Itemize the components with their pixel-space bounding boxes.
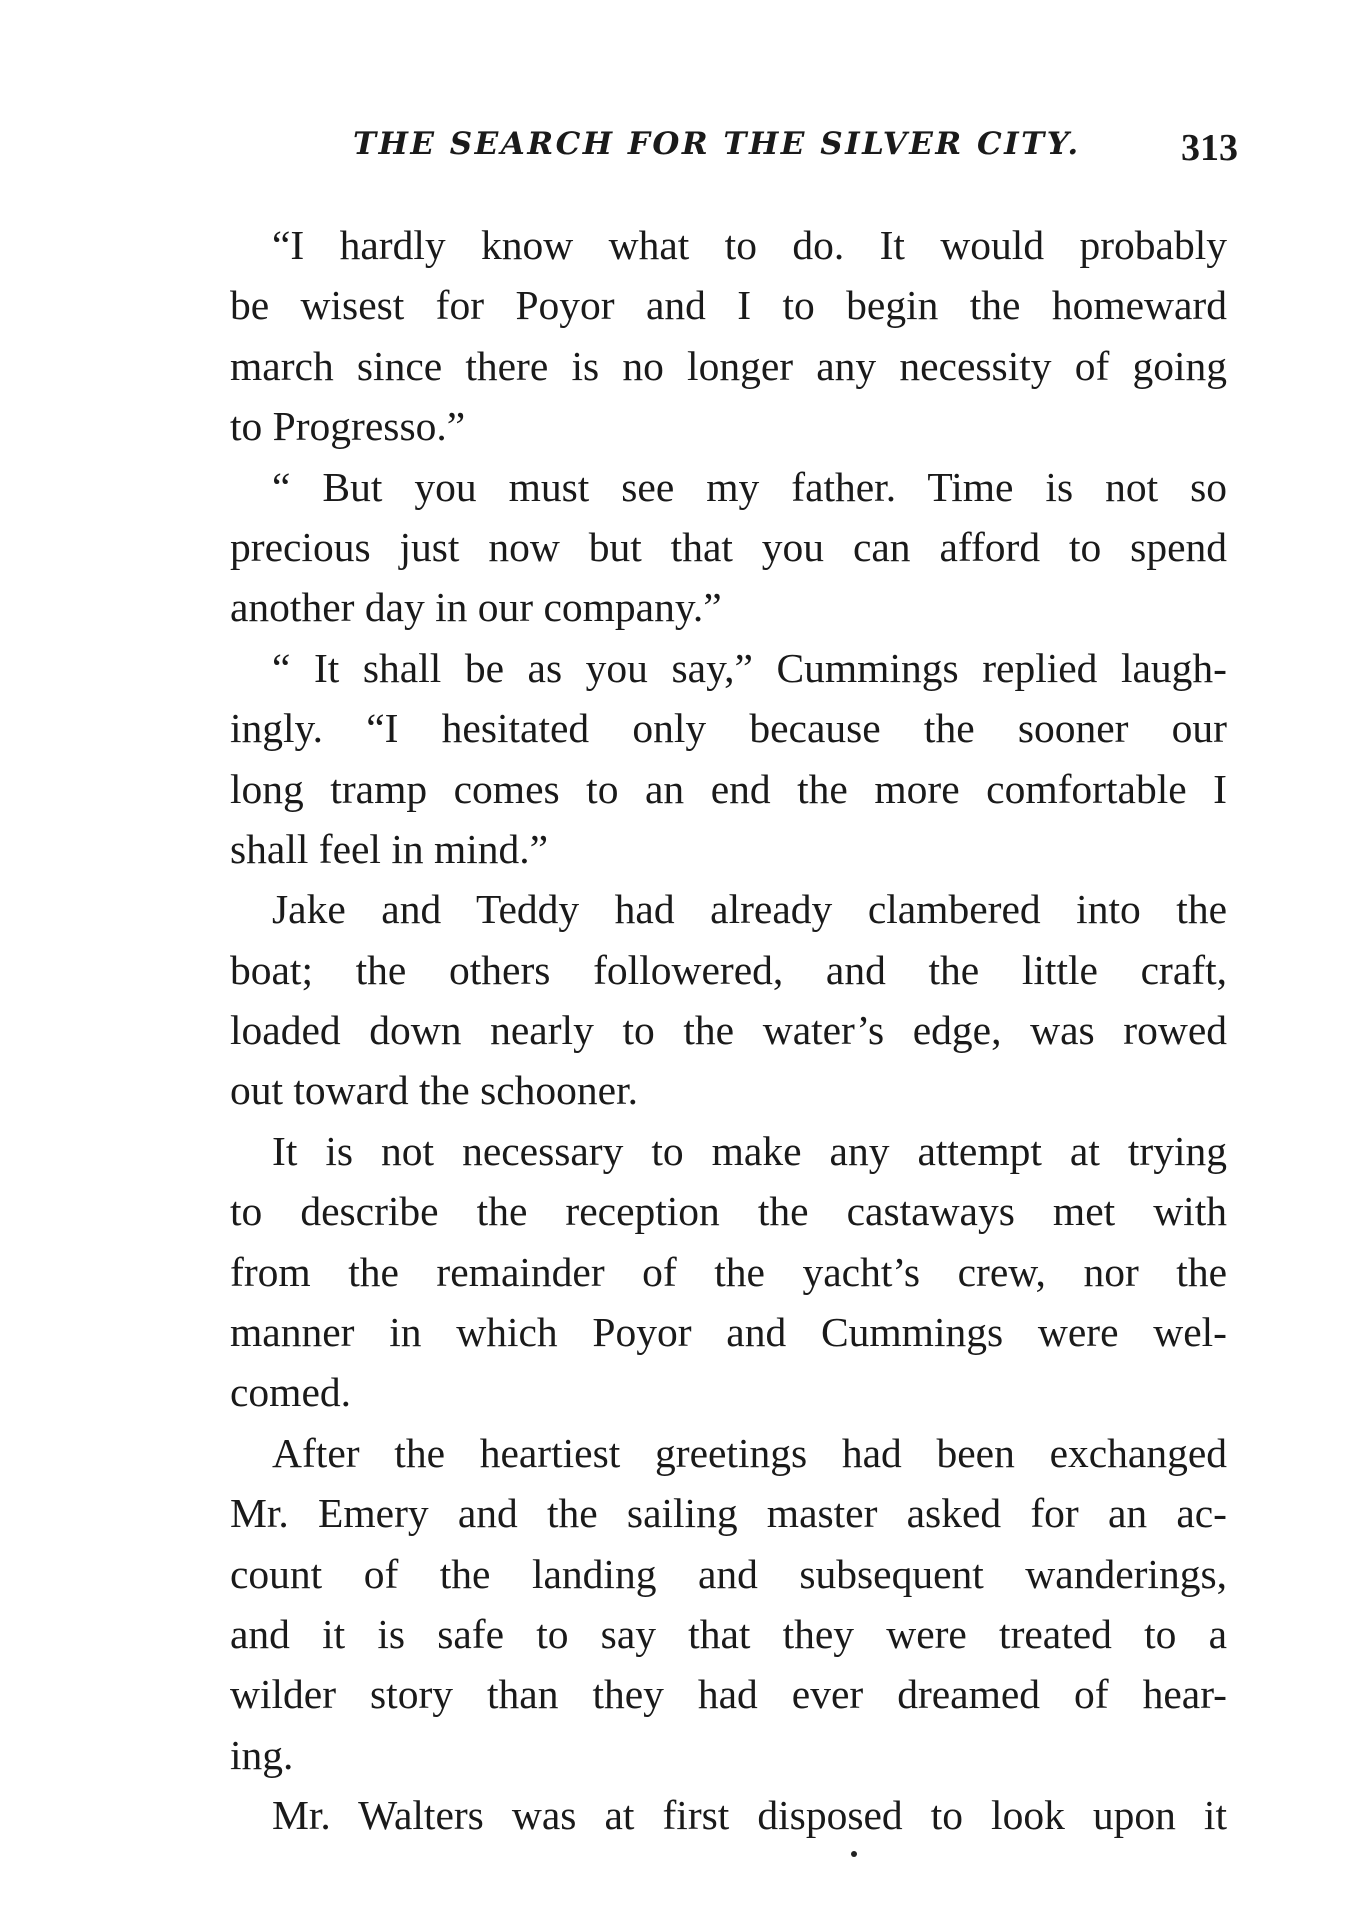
text-line: After the heartiest greetings had been exchanged xyxy=(272,1429,1227,1476)
text-line: manner in which Poyor and Cummings were wel- xyxy=(230,1309,1227,1356)
running-head xyxy=(230,126,1238,174)
text-line: to describe the reception the castaways met with xyxy=(230,1188,1227,1235)
text-line: Mr. Walters was at first disposed to look upon it xyxy=(272,1792,1227,1839)
text-line: comed. xyxy=(230,1369,351,1416)
text-line: “ But you must see my father. Time is not so xyxy=(272,463,1227,510)
text-line: and it is safe to say that they were treated to a xyxy=(230,1610,1227,1657)
text-line: boat; the others followered, and the little craft, xyxy=(230,946,1227,993)
text-line: long tramp comes to an end the more comfortable I xyxy=(230,765,1227,812)
ink-speck xyxy=(851,1851,857,1857)
running-title: THE SEARCH FOR THE SILVER CITY. xyxy=(353,126,1081,162)
text-line: precious just now but that you can afford to spend xyxy=(230,523,1227,570)
text-line: to Progresso.” xyxy=(230,403,466,450)
text-line: loaded down nearly to the water’s edge, was rowed xyxy=(230,1007,1227,1054)
text-line: from the remainder of the yacht’s crew, nor the xyxy=(230,1248,1227,1295)
text-line: ingly. “I hesitated only because the sooner our xyxy=(230,705,1227,752)
text-line: “ It shall be as you say,” Cummings replied laugh- xyxy=(272,644,1227,691)
text-line: shall feel in mind.” xyxy=(230,825,549,872)
text-line: out toward the schooner. xyxy=(230,1067,638,1114)
text-line: It is not necessary to make any attempt at trying xyxy=(272,1127,1227,1174)
text-line: be wisest for Poyor and I to begin the homeward xyxy=(230,282,1227,329)
text-line: Jake and Teddy had already clambered into the xyxy=(272,886,1227,933)
text-line: count of the landing and subsequent wanderings, xyxy=(230,1550,1227,1597)
text-line: wilder story than they had ever dreamed of hear- xyxy=(230,1671,1227,1718)
text-line: another day in our company.” xyxy=(230,584,722,631)
text-line: march since there is no longer any necessity of going xyxy=(230,342,1227,389)
text-line: ing. xyxy=(230,1731,294,1778)
page-number: 313 xyxy=(1181,127,1238,169)
text-line: Mr. Emery and the sailing master asked for an ac- xyxy=(230,1490,1227,1537)
body-text xyxy=(230,215,1227,1846)
text-line: “I hardly know what to do. It would probably xyxy=(272,222,1227,268)
